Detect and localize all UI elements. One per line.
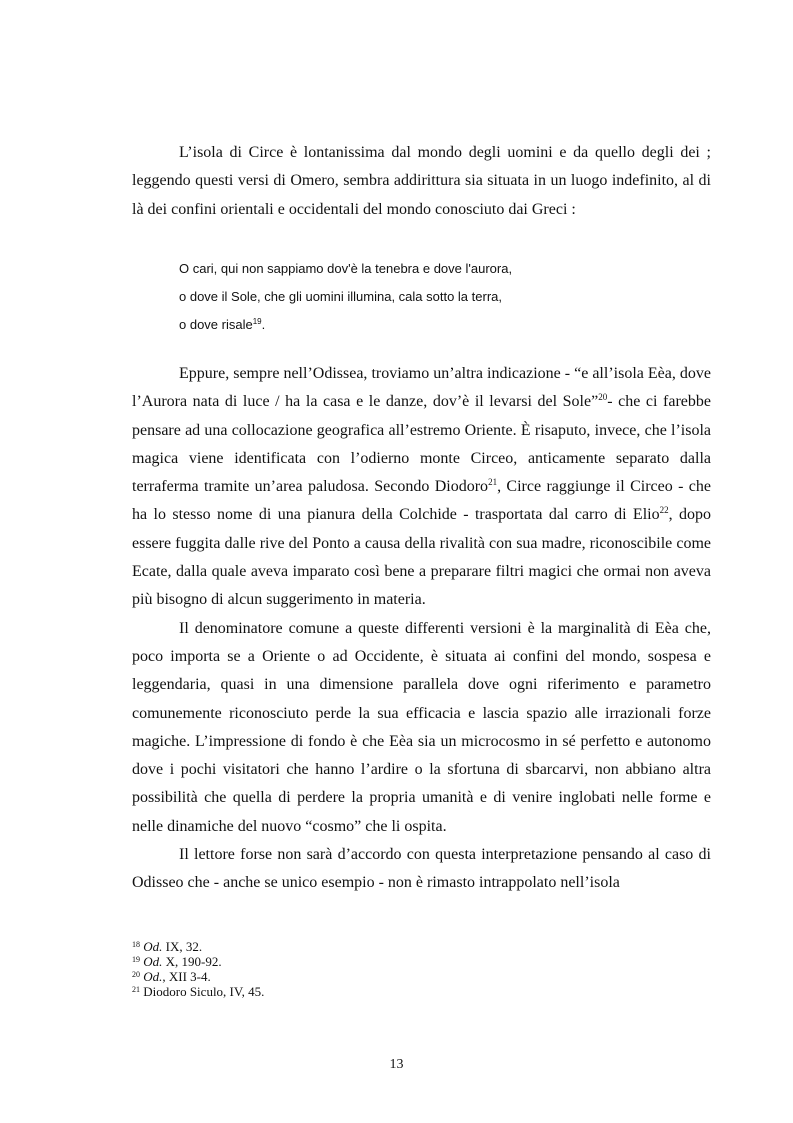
verse-line-3 (179, 311, 699, 339)
paragraph-2-part-3: , Circe raggiunge il Circeo - che ha lo stesso nome di una pianura della Colchide - trasportata dal carro di Elio (132, 478, 711, 524)
footnote-ref-19[interactable]: 19 (252, 317, 262, 326)
footnote-ref-22[interactable]: 22 (659, 505, 669, 516)
verse-line-1: O cari, qui non sappiamo dov'è la tenebra e dove l'aurora, (179, 261, 513, 276)
verse-line-3-text: o dove risale (179, 317, 253, 332)
footnote-source: Od. (143, 939, 163, 954)
paragraph-2-part-2: - che ci farebbe pensare ad una collocazione geografica all’estremo Oriente. È risaputo, invece, che l’isola magica viene identificata con l’odierno monte Circeo, anticamente separato dalla terraferma tramite un’area paludosa. Secondo Diodoro (132, 393, 712, 496)
footnote-text: , XII 3-4. (162, 969, 211, 984)
footnote-ref-21[interactable]: 21 (488, 477, 498, 488)
paragraph-1-text: L’isola di Circe è lontanissima dal mondo degli uomini e da quello degli dei ; leggendo questi versi di Omero, sembra addirittura sia situata in un luogo indefinito, al di là dei confini orientali e occidentali del mondo conosciuto dai Greci : (132, 144, 711, 218)
footnote-number: 20 (132, 970, 140, 979)
footnote-19 (132, 954, 711, 969)
paragraph-3: Il denominatore comune a queste differenti versioni è la marginalità di Eèa che, poco importa se a Oriente o ad Occidente, è situata ai confini del mondo, sospesa e leggendaria, quasi in una dimensione parallela dove ogni riferimento e parametro comunemente riconosciuto perde la sua efficacia e lascia spazio alle irrazionali forze magiche. L’impressione di fondo è che Eèa sia un microcosmo in sé perfetto e autonomo dove i pochi visitatori che hanno l’ardire o la sfortuna di sbarcarvi, non abbiano altra possibilità che quella di perdere la propria umanità e di venire inglobati nelle forme e nelle dinamiche del nuovo “cosmo” che li ospita. (132, 619, 711, 835)
paragraph-2-part-4: , dopo essere fuggita dalle rive del Ponto a causa della rivalità con sua madre, riconoscibile come Ecate, dalla quale aveva imparato così bene a preparare filtri magici che ormai non aveva più bisogno di alcun suggerimento in materia. (132, 506, 712, 609)
footnote-ref-20[interactable]: 20 (598, 392, 608, 403)
verse-quotation (179, 255, 699, 339)
paragraph-2-part-1: Eppure, sempre nell’Odissea, troviamo un’altra indicazione - “e all’isola Eèa, dove l’Aurora nata di luce / ha la casa e le danze, dov’è il levarsi del Sole” (132, 365, 711, 411)
footnote-source: Od. (143, 954, 163, 969)
verse-line-3-end: . (261, 317, 266, 332)
paragraph-1 (132, 139, 711, 224)
footnote-text: X, 190-92. (162, 954, 222, 969)
page-number: 13 (389, 1057, 404, 1072)
footnote-18 (132, 939, 711, 954)
footnotes (132, 939, 711, 999)
verse-line-2: o dove il Sole, che gli uomini illumina, cala sotto la terra, (179, 289, 502, 304)
footnote-number: 19 (132, 955, 140, 964)
footnote-20 (132, 969, 711, 984)
footnote-text: IX, 32. (162, 939, 203, 954)
footnote-number: 21 (132, 985, 140, 994)
paragraph-2 (132, 360, 711, 615)
footnote-number: 18 (132, 940, 140, 949)
footnote-text: Diodoro Siculo, IV, 45. (140, 984, 265, 999)
main-text-block (132, 360, 711, 898)
footnote-21 (132, 984, 711, 999)
paragraph-4: Il lettore forse non sarà d’accordo con questa interpretazione pensando al caso di Odisseo che - anche se unico esempio - non è rimasto intrappolato nell’isola (132, 846, 711, 892)
footnote-source: Od. (143, 969, 163, 984)
